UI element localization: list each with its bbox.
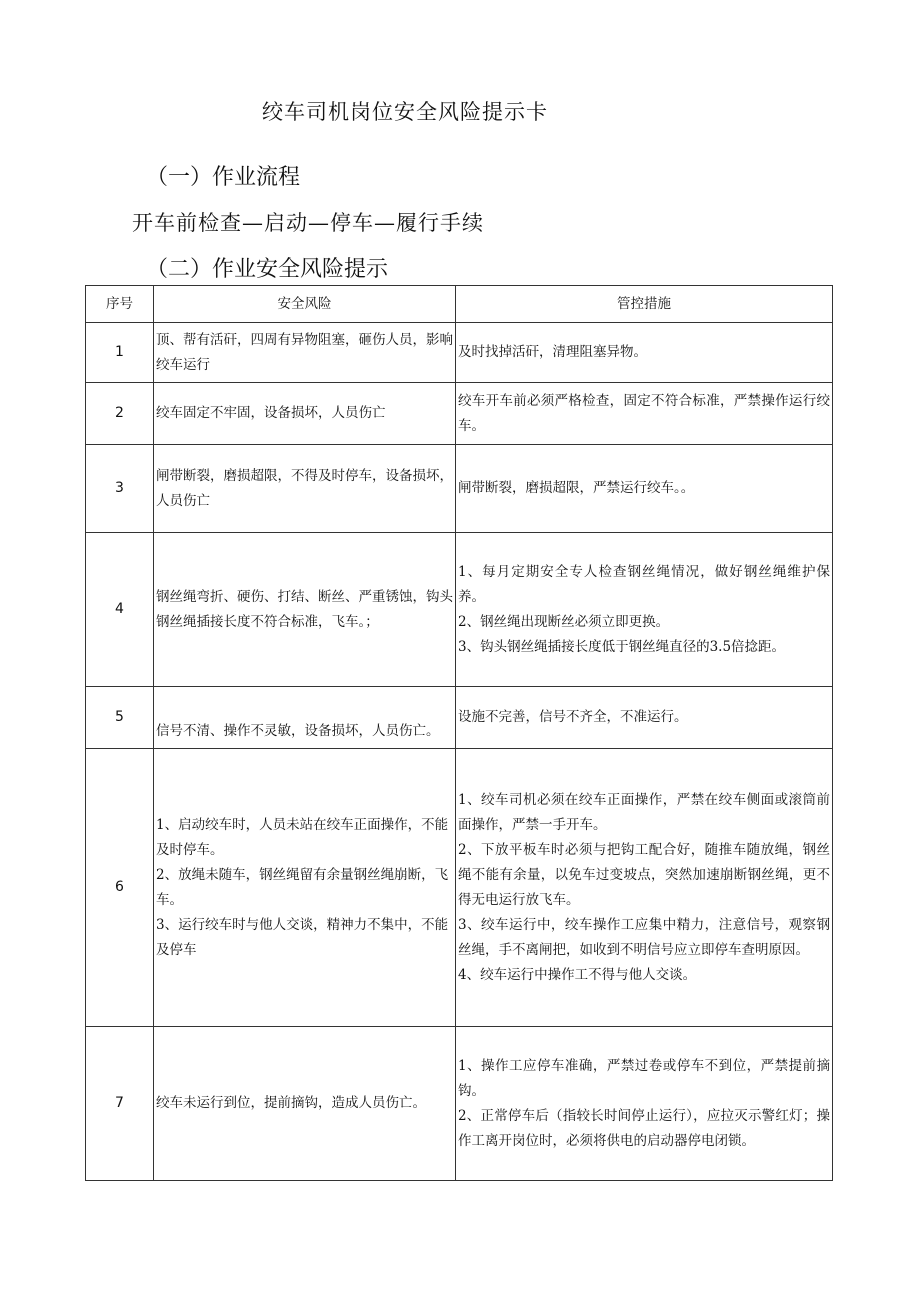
measure-line: 绞车开车前必须严格检查，固定不符合标准，严禁操作运行绞车。 (458, 392, 830, 434)
measure-line: 2、下放平板车时必须与把钩工配合好，随推车随放绳，钢丝绳不能有余量，以免车过变坡点，突然加速崩断钢丝绳，更不得无电运行放飞车。 (458, 841, 830, 908)
risk-cell (154, 687, 456, 749)
risk-cell (154, 445, 456, 533)
risk-line: 顶、帮有活矸，四周有异物阻塞，砸伤人员，影响绞车运行 (156, 331, 453, 373)
measure-line: 2、正常停车后（指较长时间停止运行），应拉灭示警红灯；操作工离开岗位时，必须将供电的启动器停电闭锁。 (458, 1107, 830, 1149)
risk-cell (154, 383, 456, 445)
table-row (86, 383, 833, 445)
row-number: 6 (86, 749, 154, 1027)
risk-line: 绞车固定不牢固，设备损坏，人员伤亡 (156, 405, 386, 421)
risk-line: 1、启动绞车时，人员未站在绞车正面操作，不能及时停车。 (156, 816, 449, 858)
workflow-steps: 开车前检查—启动—停车—履行手续 (132, 211, 484, 235)
table-row (86, 533, 833, 687)
risk-cell (154, 533, 456, 687)
measure-cell (456, 749, 833, 1027)
table-row (86, 323, 833, 383)
header-measure: 管控措施 (456, 286, 833, 323)
measure-line: 设施不完善，信号不齐全，不准运行。 (458, 709, 688, 725)
row-number: 2 (86, 383, 154, 445)
risk-line: 3、运行绞车时与他人交谈，精神力不集中，不能及停车 (156, 916, 449, 958)
risk-line: 闸带断裂，磨损超限，不得及时停车，设备损坏，人员伤亡 (156, 467, 453, 509)
measure-line: 4、绞车运行中操作工不得与他人交谈。 (458, 966, 697, 983)
table-row (86, 687, 833, 749)
measure-line: 及时找掉活矸，清理阻塞异物。 (458, 344, 647, 360)
measure-line: 2、钢丝绳出现断丝必须立即更换。 (458, 613, 670, 630)
row-number: 3 (86, 445, 154, 533)
measure-cell (456, 323, 833, 383)
table-row (86, 1027, 833, 1181)
row-number: 1 (86, 323, 154, 383)
risk-table (85, 285, 833, 1181)
measure-line: 1、每月定期安全专人检查钢丝绳情况，做好钢丝绳维护保养。 (458, 563, 830, 605)
risk-cell (154, 749, 456, 1027)
measure-cell (456, 687, 833, 749)
risk-line: 2、放绳未随车，钢丝绳留有余量钢丝绳崩断，飞车。 (156, 866, 449, 908)
measure-cell (456, 1027, 833, 1181)
table-header-row (86, 286, 833, 323)
risk-cell (154, 323, 456, 383)
measure-line: 1、绞车司机必须在绞车正面操作，严禁在绞车侧面或滚筒前面操作，严禁一手开车。 (458, 791, 830, 833)
section-heading-risk: （二）作业安全风险提示 (146, 257, 389, 282)
table-row (86, 749, 833, 1027)
document-title: 绞车司机岗位安全风险提示卡 (262, 100, 548, 124)
row-number: 5 (86, 687, 154, 749)
header-risk: 安全风险 (154, 286, 456, 323)
section-heading-workflow: （一）作业流程 (146, 165, 301, 190)
risk-line: 钢丝绳弯折、硬伤、打结、断丝、严重锈蚀，钩头钢丝绳插接长度不符合标准，飞车。； (156, 588, 453, 630)
header-no: 序号 (86, 286, 154, 323)
row-number: 4 (86, 533, 154, 687)
measure-line: 1、操作工应停车准确，严禁过卷或停车不到位，严禁提前摘钩。 (458, 1057, 830, 1099)
measure-line: 3、绞车运行中，绞车操作工应集中精力，注意信号，观察钢丝绳，手不离闸把，如收到不明信号应立即停车查明原因。 (458, 916, 830, 958)
measure-line: 3、钩头钢丝绳插接长度低于钢丝绳直径的3.5倍捻距。 (458, 638, 786, 655)
measure-cell (456, 445, 833, 533)
table-row (86, 445, 833, 533)
risk-line: 绞车未运行到位，提前摘钩，造成人员伤亡。 (156, 1095, 426, 1111)
risk-line: 信号不清、操作不灵敏，设备损坏，人员伤亡。 (156, 723, 440, 739)
measure-cell (456, 383, 833, 445)
risk-cell (154, 1027, 456, 1181)
measure-line: 闸带断裂，磨损超限，严禁运行绞车。。 (458, 480, 695, 496)
measure-cell (456, 533, 833, 687)
row-number: 7 (86, 1027, 154, 1181)
